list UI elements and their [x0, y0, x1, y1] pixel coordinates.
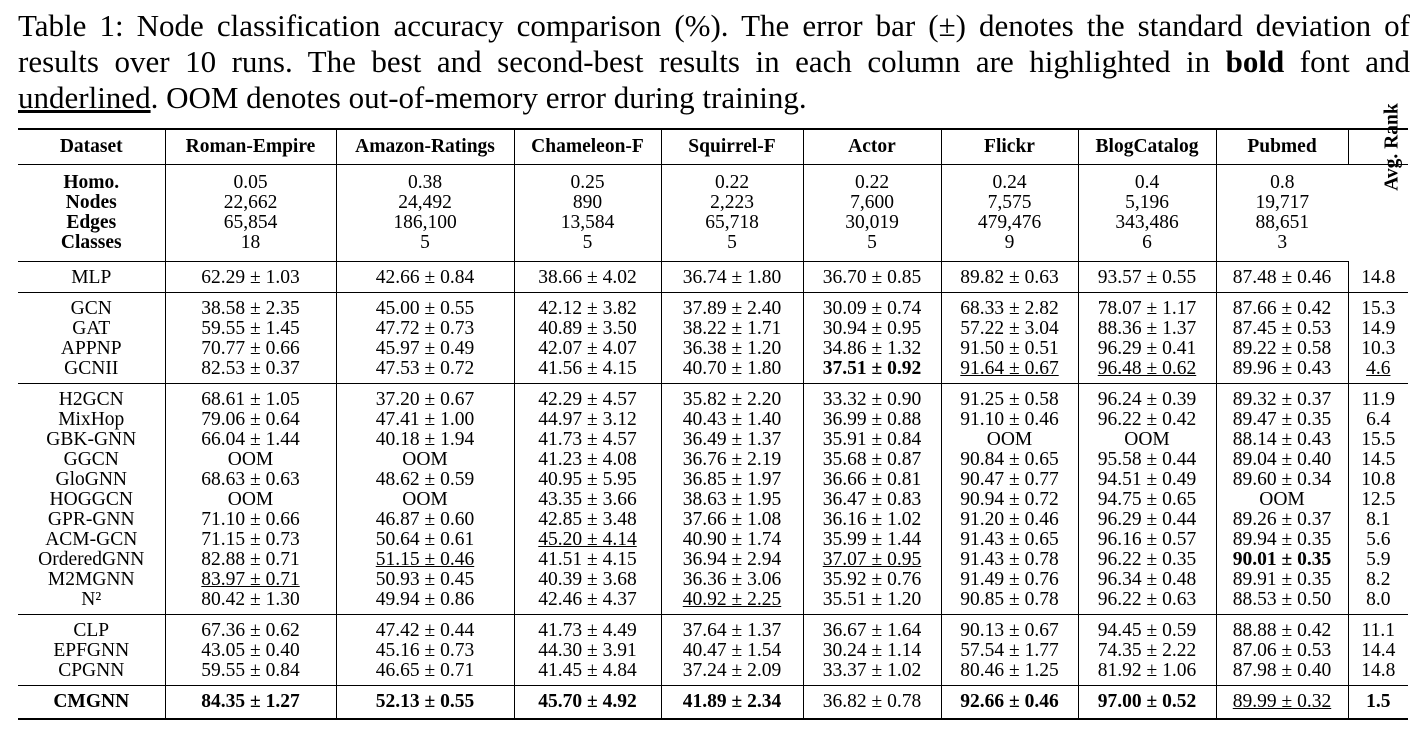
stats-cell: 24,492	[336, 193, 514, 213]
accuracy-cell: 35.91 ± 0.84	[803, 430, 941, 450]
accuracy-cell: 36.49 ± 1.37	[661, 430, 803, 450]
accuracy-cell: 48.62 ± 0.59	[336, 470, 514, 490]
accuracy-cell: 46.65 ± 0.71	[336, 661, 514, 686]
accuracy-cell: 96.22 ± 0.63	[1078, 590, 1216, 615]
accuracy-cell: 36.70 ± 0.85	[803, 262, 941, 293]
column-header-amazon-ratings: Amazon-Ratings	[336, 129, 514, 165]
accuracy-cell: 83.97 ± 0.71	[165, 570, 336, 590]
avg-rank-label: Avg. Rank	[1381, 103, 1403, 191]
accuracy-cell: 89.94 ± 0.35	[1216, 530, 1348, 550]
stats-cell: 5,196	[1078, 193, 1216, 213]
accuracy-cell: 87.45 ± 0.53	[1216, 319, 1348, 339]
accuracy-cell: 34.86 ± 1.32	[803, 339, 941, 359]
model-name: GPR-GNN	[47, 509, 135, 530]
avg-rank-cell: 8.1	[1348, 510, 1408, 530]
accuracy-cell: 36.47 ± 0.83	[803, 490, 941, 510]
table-row	[18, 430, 1408, 450]
accuracy-cell: 41.73 ± 4.49	[514, 615, 661, 642]
accuracy-cell: 51.15 ± 0.46	[336, 550, 514, 570]
accuracy-cell: 37.20 ± 0.67	[336, 384, 514, 411]
accuracy-cell: 36.99 ± 0.88	[803, 410, 941, 430]
stats-cell: 186,100	[336, 213, 514, 233]
accuracy-cell: 42.12 ± 3.82	[514, 293, 661, 320]
stats-cell: 0.4	[1078, 165, 1216, 194]
avg-rank-cell: 8.2	[1348, 570, 1408, 590]
accuracy-cell: 36.16 ± 1.02	[803, 510, 941, 530]
accuracy-cell: 67.36 ± 0.62	[165, 615, 336, 642]
accuracy-cell: 40.39 ± 3.68	[514, 570, 661, 590]
caption-label: Table 1:	[18, 8, 124, 43]
stats-cell: 5	[336, 233, 514, 262]
model-name: M2MGNN	[47, 569, 135, 590]
model-name: EPFGNN	[53, 640, 130, 661]
accuracy-cell: 89.22 ± 0.58	[1216, 339, 1348, 359]
model-name: GGCN	[63, 449, 119, 470]
stats-cell: 0.22	[661, 165, 803, 194]
table-row	[18, 510, 1408, 530]
accuracy-cell: 41.56 ± 4.15	[514, 359, 661, 384]
accuracy-cell: 41.45 ± 4.84	[514, 661, 661, 686]
stats-label: Classes	[18, 233, 165, 262]
accuracy-cell: 42.07 ± 4.07	[514, 339, 661, 359]
avg-rank-cell: 14.5	[1348, 450, 1408, 470]
avg-rank-cell: 5.9	[1348, 550, 1408, 570]
table-row	[18, 661, 1408, 686]
column-header-squirrel-f: Squirrel-F	[661, 129, 803, 165]
accuracy-cell: 30.94 ± 0.95	[803, 319, 941, 339]
model-name: ACM-GCN	[45, 529, 138, 550]
accuracy-cell: 37.89 ± 2.40	[661, 293, 803, 320]
table-row	[18, 530, 1408, 550]
accuracy-cell: 80.46 ± 1.25	[941, 661, 1078, 686]
accuracy-cell: 82.88 ± 0.71	[165, 550, 336, 570]
stats-cell: 30,019	[803, 213, 941, 233]
accuracy-cell: 38.63 ± 1.95	[661, 490, 803, 510]
accuracy-cell: 70.77 ± 0.66	[165, 339, 336, 359]
accuracy-cell: 66.04 ± 1.44	[165, 430, 336, 450]
stats-label: Nodes	[65, 192, 117, 213]
accuracy-cell: 90.47 ± 0.77	[941, 470, 1078, 490]
accuracy-cell: 40.70 ± 1.80	[661, 359, 803, 384]
table-row	[18, 570, 1408, 590]
accuracy-cell: 96.16 ± 0.57	[1078, 530, 1216, 550]
caption-text-1: Node classification accuracy comparison (%). The error bar (±) denotes the standard deviation of results over 10 runs. The best and second-best results in each column are highlighted in	[18, 8, 1410, 79]
stats-row	[18, 233, 1408, 262]
accuracy-cell: 91.25 ± 0.58	[941, 384, 1078, 411]
accuracy-cell: 68.63 ± 0.63	[165, 470, 336, 490]
accuracy-cell: 38.66 ± 4.02	[514, 262, 661, 293]
accuracy-cell: 89.04 ± 0.40	[1216, 450, 1348, 470]
accuracy-cell: 88.88 ± 0.42	[1216, 615, 1348, 642]
model-name: HOGGCN	[49, 489, 133, 510]
accuracy-cell: 47.41 ± 1.00	[336, 410, 514, 430]
stats-cell: 2,223	[661, 193, 803, 213]
accuracy-cell: 89.96 ± 0.43	[1216, 359, 1348, 384]
accuracy-cell: 96.24 ± 0.39	[1078, 384, 1216, 411]
stats-cell: 22,662	[165, 193, 336, 213]
avg-rank-cell: 1.5	[1348, 686, 1408, 720]
accuracy-cell: 91.43 ± 0.65	[941, 530, 1078, 550]
stats-cell: 9	[941, 233, 1078, 262]
accuracy-cell: 36.36 ± 3.06	[661, 570, 803, 590]
table-row	[18, 410, 1408, 430]
table-row	[18, 450, 1408, 470]
accuracy-cell: 36.67 ± 1.64	[803, 615, 941, 642]
table-row	[18, 641, 1408, 661]
accuracy-cell: 96.22 ± 0.42	[1078, 410, 1216, 430]
accuracy-cell: 87.48 ± 0.46	[1216, 262, 1348, 293]
accuracy-cell: 41.89 ± 2.34	[661, 686, 803, 720]
accuracy-cell: 36.76 ± 2.19	[661, 450, 803, 470]
stats-cell: 479,476	[941, 213, 1078, 233]
accuracy-cell: 42.66 ± 0.84	[336, 262, 514, 293]
accuracy-cell: 42.85 ± 3.48	[514, 510, 661, 530]
avg-rank-cell: 5.6	[1348, 530, 1408, 550]
model-name: GCN	[70, 298, 112, 319]
avg-rank-cell: 15.3	[1348, 293, 1408, 320]
accuracy-cell: OOM	[1216, 490, 1348, 510]
accuracy-cell: 79.06 ± 0.64	[165, 410, 336, 430]
accuracy-cell: 68.61 ± 1.05	[165, 384, 336, 411]
accuracy-cell: 45.70 ± 4.92	[514, 686, 661, 720]
stats-cell: 5	[803, 233, 941, 262]
accuracy-cell: OOM	[336, 450, 514, 470]
accuracy-cell: 30.24 ± 1.14	[803, 641, 941, 661]
accuracy-cell: 47.72 ± 0.73	[336, 319, 514, 339]
avg-rank-cell: 14.8	[1348, 661, 1408, 686]
accuracy-cell: 40.43 ± 1.40	[661, 410, 803, 430]
model-name: OrderedGNN	[38, 549, 145, 570]
avg-rank-cell: 15.5	[1348, 430, 1408, 450]
accuracy-cell: 50.93 ± 0.45	[336, 570, 514, 590]
accuracy-cell: 37.51 ± 0.92	[803, 359, 941, 384]
accuracy-cell: 62.29 ± 1.03	[165, 262, 336, 293]
stats-row	[18, 213, 1408, 233]
accuracy-cell: 84.35 ± 1.27	[165, 686, 336, 720]
avg-rank-cell: 6.4	[1348, 410, 1408, 430]
stats-label: Edges	[66, 212, 117, 233]
accuracy-cell: 30.09 ± 0.74	[803, 293, 941, 320]
accuracy-cell: 74.35 ± 2.22	[1078, 641, 1216, 661]
model-name: CMGNN	[18, 686, 165, 720]
accuracy-cell: 45.16 ± 0.73	[336, 641, 514, 661]
accuracy-cell: 44.30 ± 3.91	[514, 641, 661, 661]
accuracy-cell: 40.92 ± 2.25	[661, 590, 803, 615]
stats-cell: 19,717	[1216, 193, 1348, 213]
accuracy-cell: 37.07 ± 0.95	[803, 550, 941, 570]
stats-cell: 65,718	[661, 213, 803, 233]
accuracy-cell: 45.20 ± 4.14	[514, 530, 661, 550]
column-header-roman-empire: Roman-Empire	[165, 129, 336, 165]
stats-cell: 5	[661, 233, 803, 262]
table-row	[18, 384, 1408, 411]
accuracy-cell: 96.29 ± 0.44	[1078, 510, 1216, 530]
accuracy-cell: 45.97 ± 0.49	[336, 339, 514, 359]
accuracy-cell: 40.90 ± 1.74	[661, 530, 803, 550]
avg-rank-cell: 11.9	[1348, 384, 1408, 411]
accuracy-cell: OOM	[941, 430, 1078, 450]
accuracy-cell: 90.84 ± 0.65	[941, 450, 1078, 470]
avg-rank-cell: 14.4	[1348, 641, 1408, 661]
stats-cell: 18	[165, 233, 336, 262]
model-name: GAT	[72, 318, 111, 339]
accuracy-cell: 82.53 ± 0.37	[165, 359, 336, 384]
accuracy-cell: 37.66 ± 1.08	[661, 510, 803, 530]
caption-underline-word: underlined	[18, 80, 151, 115]
accuracy-cell: 91.20 ± 0.46	[941, 510, 1078, 530]
accuracy-cell: 96.29 ± 0.41	[1078, 339, 1216, 359]
accuracy-cell: 89.99 ± 0.32	[1216, 686, 1348, 720]
accuracy-cell: 35.99 ± 1.44	[803, 530, 941, 550]
accuracy-cell: 87.66 ± 0.42	[1216, 293, 1348, 320]
table-caption	[18, 8, 1410, 116]
accuracy-cell: 89.26 ± 0.37	[1216, 510, 1348, 530]
avg-rank-cell: 14.9	[1348, 319, 1408, 339]
accuracy-cell: 89.91 ± 0.35	[1216, 570, 1348, 590]
stats-cell: 65,854	[165, 213, 336, 233]
column-header-flickr: Flickr	[941, 129, 1078, 165]
table-row	[18, 686, 1408, 720]
stats-cell: 343,486	[1078, 213, 1216, 233]
accuracy-cell: 57.22 ± 3.04	[941, 319, 1078, 339]
stats-cell: 890	[514, 193, 661, 213]
stats-cell: 7,600	[803, 193, 941, 213]
accuracy-cell: 90.01 ± 0.35	[1216, 550, 1348, 570]
model-name: H2GCN	[58, 389, 124, 410]
accuracy-cell: 47.53 ± 0.72	[336, 359, 514, 384]
accuracy-cell: 40.47 ± 1.54	[661, 641, 803, 661]
accuracy-cell: 94.75 ± 0.65	[1078, 490, 1216, 510]
accuracy-cell: 36.82 ± 0.78	[803, 686, 941, 720]
accuracy-cell: 38.58 ± 2.35	[165, 293, 336, 320]
stats-row	[18, 165, 1408, 194]
avg-rank-cell: 10.8	[1348, 470, 1408, 490]
caption-text-2: font and	[1284, 44, 1410, 79]
accuracy-cell: 42.46 ± 4.37	[514, 590, 661, 615]
stats-cell: 5	[514, 233, 661, 262]
accuracy-cell: 71.15 ± 0.73	[165, 530, 336, 550]
avg-rank-cell: 4.6	[1348, 359, 1408, 384]
column-header-dataset: Dataset	[18, 129, 165, 165]
accuracy-cell: 36.66 ± 0.81	[803, 470, 941, 490]
avg-rank-cell: 12.5	[1348, 490, 1408, 510]
accuracy-cell: 96.34 ± 0.48	[1078, 570, 1216, 590]
stats-cell: 88,651	[1216, 213, 1348, 233]
accuracy-cell: 38.22 ± 1.71	[661, 319, 803, 339]
accuracy-cell: 47.42 ± 0.44	[336, 615, 514, 642]
accuracy-cell: 52.13 ± 0.55	[336, 686, 514, 720]
accuracy-cell: 36.94 ± 2.94	[661, 550, 803, 570]
accuracy-cell: 40.18 ± 1.94	[336, 430, 514, 450]
table-row	[18, 470, 1408, 490]
accuracy-cell: 90.13 ± 0.67	[941, 615, 1078, 642]
accuracy-cell: 44.97 ± 3.12	[514, 410, 661, 430]
stats-cell: 6	[1078, 233, 1216, 262]
accuracy-cell: 87.06 ± 0.53	[1216, 641, 1348, 661]
model-name: CLP	[73, 620, 110, 641]
accuracy-cell: 41.73 ± 4.57	[514, 430, 661, 450]
model-name: APPNP	[60, 338, 122, 359]
avg-rank-cell: 14.8	[1348, 262, 1408, 293]
accuracy-cell: OOM	[1078, 430, 1216, 450]
accuracy-cell: 57.54 ± 1.77	[941, 641, 1078, 661]
accuracy-cell: 91.64 ± 0.67	[941, 359, 1078, 384]
accuracy-cell: 68.33 ± 2.82	[941, 293, 1078, 320]
accuracy-cell: 90.94 ± 0.72	[941, 490, 1078, 510]
column-header-actor: Actor	[803, 129, 941, 165]
accuracy-cell: 40.89 ± 3.50	[514, 319, 661, 339]
column-header-pubmed: Pubmed	[1216, 129, 1348, 165]
accuracy-cell: 89.32 ± 0.37	[1216, 384, 1348, 411]
accuracy-cell: 50.64 ± 0.61	[336, 530, 514, 550]
accuracy-cell: 36.74 ± 1.80	[661, 262, 803, 293]
accuracy-cell: 94.45 ± 0.59	[1078, 615, 1216, 642]
stats-cell: 3	[1216, 233, 1348, 262]
stats-cell: 0.24	[941, 165, 1078, 194]
accuracy-cell: 87.98 ± 0.40	[1216, 661, 1348, 686]
accuracy-cell: 89.82 ± 0.63	[941, 262, 1078, 293]
accuracy-cell: 35.68 ± 0.87	[803, 450, 941, 470]
accuracy-cell: 33.32 ± 0.90	[803, 384, 941, 411]
accuracy-cell: 96.48 ± 0.62	[1078, 359, 1216, 384]
accuracy-cell: 37.24 ± 2.09	[661, 661, 803, 686]
column-header-chameleon-f: Chameleon-F	[514, 129, 661, 165]
model-name: MixHop	[58, 409, 125, 430]
accuracy-cell: 35.51 ± 1.20	[803, 590, 941, 615]
accuracy-cell: 92.66 ± 0.46	[941, 686, 1078, 720]
stats-label: Homo.	[63, 172, 120, 193]
accuracy-cell: 96.22 ± 0.35	[1078, 550, 1216, 570]
accuracy-cell: 49.94 ± 0.86	[336, 590, 514, 615]
stats-cell: 0.8	[1216, 165, 1348, 194]
model-name: MLP	[18, 262, 165, 293]
stats-cell: 13,584	[514, 213, 661, 233]
avg-rank-cell: 8.0	[1348, 590, 1408, 615]
accuracy-cell: 89.60 ± 0.34	[1216, 470, 1348, 490]
results-table	[18, 103, 1408, 720]
table-row	[18, 359, 1408, 384]
stats-cell: 0.38	[336, 165, 514, 194]
table-row	[18, 293, 1408, 320]
accuracy-cell: 36.38 ± 1.20	[661, 339, 803, 359]
accuracy-cell: 33.37 ± 1.02	[803, 661, 941, 686]
accuracy-cell: 59.55 ± 1.45	[165, 319, 336, 339]
accuracy-cell: OOM	[336, 490, 514, 510]
accuracy-cell: OOM	[165, 490, 336, 510]
table-row	[18, 615, 1408, 642]
accuracy-cell: 89.47 ± 0.35	[1216, 410, 1348, 430]
avg-rank-cell: 11.1	[1348, 615, 1408, 642]
accuracy-cell: 41.51 ± 4.15	[514, 550, 661, 570]
accuracy-cell: 42.29 ± 4.57	[514, 384, 661, 411]
model-name: CPGNN	[18, 661, 165, 686]
accuracy-cell: 45.00 ± 0.55	[336, 293, 514, 320]
accuracy-cell: 95.58 ± 0.44	[1078, 450, 1216, 470]
accuracy-cell: OOM	[165, 450, 336, 470]
table-row	[18, 262, 1408, 293]
caption-text-3: . OOM denotes out-of-memory error during training.	[150, 80, 807, 115]
accuracy-cell: 80.42 ± 1.30	[165, 590, 336, 615]
accuracy-cell: 81.92 ± 1.06	[1078, 661, 1216, 686]
table-row	[18, 319, 1408, 339]
accuracy-cell: 88.14 ± 0.43	[1216, 430, 1348, 450]
stats-cell: 0.22	[803, 165, 941, 194]
caption-bold-word: bold	[1225, 44, 1285, 79]
accuracy-cell: 88.53 ± 0.50	[1216, 590, 1348, 615]
column-header-avg-rank	[1348, 103, 1408, 191]
model-name: N²	[18, 590, 165, 615]
accuracy-cell: 91.49 ± 0.76	[941, 570, 1078, 590]
table-row	[18, 550, 1408, 570]
table-row	[18, 590, 1408, 615]
accuracy-cell: 35.92 ± 0.76	[803, 570, 941, 590]
stats-row	[18, 193, 1408, 213]
avg-rank-cell: 10.3	[1348, 339, 1408, 359]
accuracy-cell: 41.23 ± 4.08	[514, 450, 661, 470]
accuracy-cell: 46.87 ± 0.60	[336, 510, 514, 530]
accuracy-cell: 91.10 ± 0.46	[941, 410, 1078, 430]
accuracy-cell: 36.85 ± 1.97	[661, 470, 803, 490]
accuracy-cell: 43.35 ± 3.66	[514, 490, 661, 510]
column-header-blogcatalog: BlogCatalog	[1078, 129, 1216, 165]
accuracy-cell: 91.43 ± 0.78	[941, 550, 1078, 570]
accuracy-cell: 91.50 ± 0.51	[941, 339, 1078, 359]
model-name: GBK-GNN	[46, 429, 137, 450]
accuracy-cell: 93.57 ± 0.55	[1078, 262, 1216, 293]
stats-cell: 0.05	[165, 165, 336, 194]
model-name: GloGNN	[55, 469, 127, 490]
accuracy-cell: 97.00 ± 0.52	[1078, 686, 1216, 720]
table-row	[18, 490, 1408, 510]
accuracy-cell: 37.64 ± 1.37	[661, 615, 803, 642]
accuracy-cell: 71.10 ± 0.66	[165, 510, 336, 530]
accuracy-cell: 78.07 ± 1.17	[1078, 293, 1216, 320]
model-name: GCNII	[18, 359, 165, 384]
accuracy-cell: 43.05 ± 0.40	[165, 641, 336, 661]
accuracy-cell: 40.95 ± 5.95	[514, 470, 661, 490]
stats-cell: 7,575	[941, 193, 1078, 213]
accuracy-cell: 59.55 ± 0.84	[165, 661, 336, 686]
accuracy-cell: 90.85 ± 0.78	[941, 590, 1078, 615]
table-row	[18, 339, 1408, 359]
accuracy-cell: 94.51 ± 0.49	[1078, 470, 1216, 490]
stats-cell: 0.25	[514, 165, 661, 194]
accuracy-cell: 35.82 ± 2.20	[661, 384, 803, 411]
accuracy-cell: 88.36 ± 1.37	[1078, 319, 1216, 339]
